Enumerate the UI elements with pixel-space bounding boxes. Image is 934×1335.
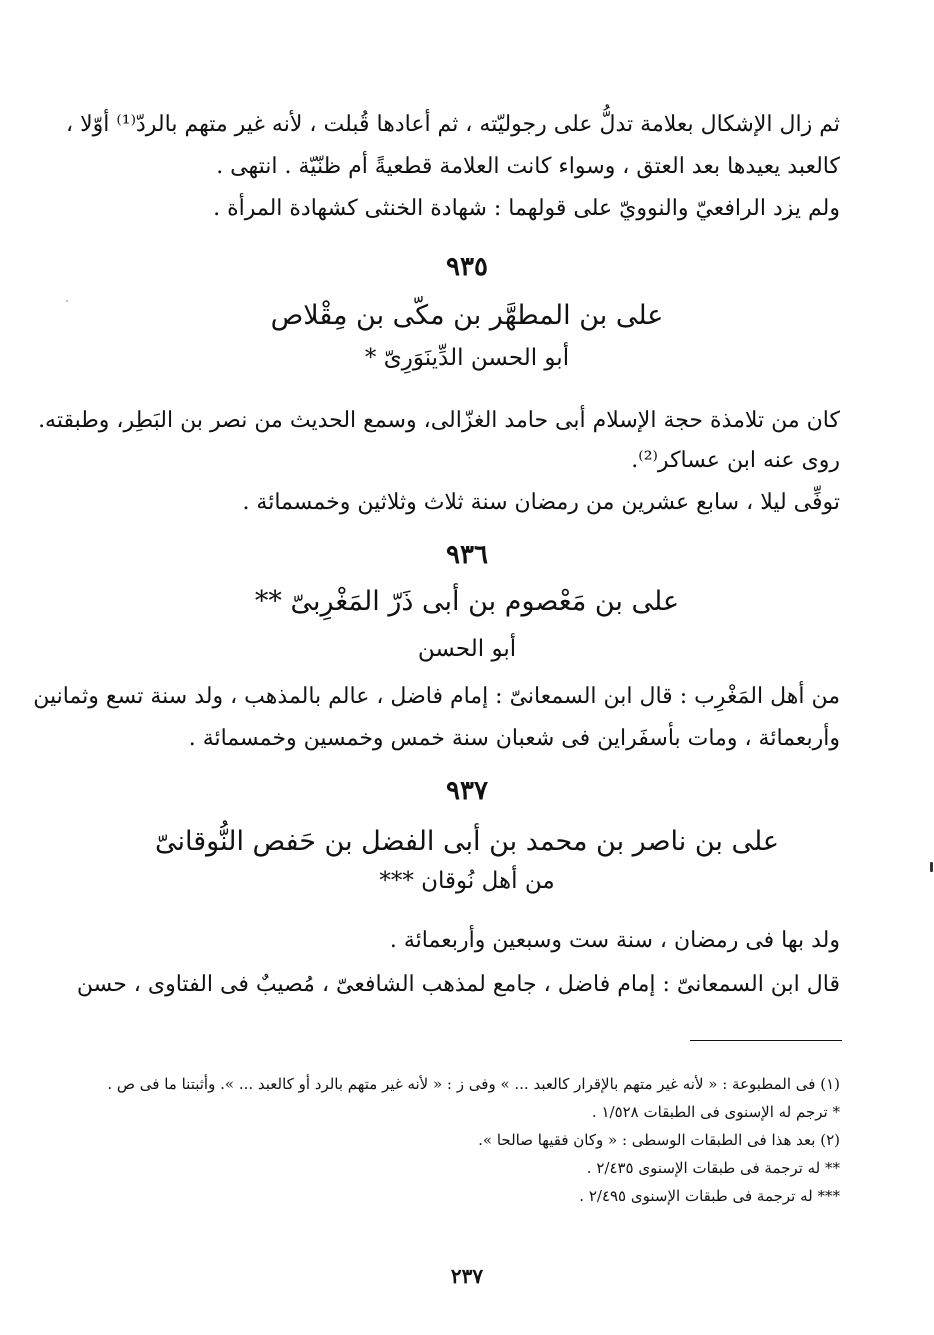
entry-kunya: من أهل نُوقان ***: [379, 868, 555, 894]
entry-name: على بن مَعْصوم بن أبى ذَرّ المَغْرِبىّ **: [254, 586, 680, 617]
entry-kunya: أبو الحسن الدِّينَوَرِىّ *: [364, 345, 570, 371]
entry-text-line: ولد بها فى رمضان ، سنة ست وسبعين وأربعمائة .: [389, 928, 840, 953]
intro-line-2: كالعبد يعيدها بعد العتق ، وسواء كانت العلامة قطعيةً أم ظنّيّة . انتهى .: [216, 154, 840, 179]
footnote: * ترجم له الإسنوى فى الطبقات ١/٥٢٨ .: [591, 1103, 840, 1121]
footnote: (١) فى المطبوعة : « لأنه غير متهم بالإقرار كالعبد ... » وفى ز : « لأنه غير متهم بالرد أو كالعبد ... ». وأثبتنا ما فى ص .: [107, 1075, 840, 1093]
entry-number: ٩٣٦: [446, 540, 488, 570]
intro-line-3: ولم يزد الرافعيّ والنوويّ على قولهما : شهادة الخنثى كشهادة المرأة .: [213, 196, 840, 221]
entry-text-line: توفِّى ليلا ، سابع عشرين من رمضان سنة ثلاث وثلاثين وخمسمائة .: [242, 490, 840, 515]
footnote: (٢) بعد هذا فى الطبقات الوسطى : « وكان فقيها صالحا ».: [478, 1131, 840, 1149]
entry-number: ٩٣٧: [446, 776, 488, 806]
entry-name: على بن ناصر بن محمد بن أبى الفضل بن حَفص النُّوقانىّ: [154, 826, 780, 857]
intro-line-1: ثم زال الإشكال بعلامة تدلُّ على رجوليّته ، ثم أعادها قُبلت ، لأنه غير متهم بالردّ⁽¹⁾ أوّلا ،: [65, 112, 840, 137]
footnote: ** له ترجمة فى طبقات الإسنوى ٢/٤٣٥ .: [586, 1159, 840, 1177]
page-number: ٢٣٧: [450, 1264, 484, 1288]
entry-text-line: قال ابن السمعانىّ : إمام فاضل ، جامع لمذهب الشافعىّ ، مُصيبٌ فى الفتاوى ، حسن: [76, 972, 840, 997]
entry-text-line: من أهل المَغْرِب : قال ابن السمعانىّ : إمام فاضل ، عالم بالمذهب ، ولد سنة تسع وثمانين: [33, 684, 840, 709]
footnote-divider: [690, 1040, 842, 1041]
scan-speck: [66, 300, 68, 302]
footnote: *** له ترجمة فى طبقات الإسنوى ٢/٤٩٥ .: [579, 1187, 840, 1205]
entry-kunya: أبو الحسن: [417, 636, 517, 662]
scan-speck: [930, 862, 933, 872]
entry-text-line: روى عنه ابن عساكر⁽²⁾.: [631, 448, 840, 473]
entry-number: ٩٣٥: [446, 252, 488, 282]
entry-text-line: وأربعمائة ، ومات بأسفَراين فى شعبان سنة خمس وخمسين وخمسمائة .: [188, 726, 840, 751]
entry-name: على بن المطهَّر بن مكّى بن مِقْلاص: [270, 300, 664, 331]
entry-text-line: كان من تلامذة حجة الإسلام أبى حامد الغزّالى، وسمع الحديث من نصر بن البَطِر، وطبقته.: [38, 408, 840, 433]
